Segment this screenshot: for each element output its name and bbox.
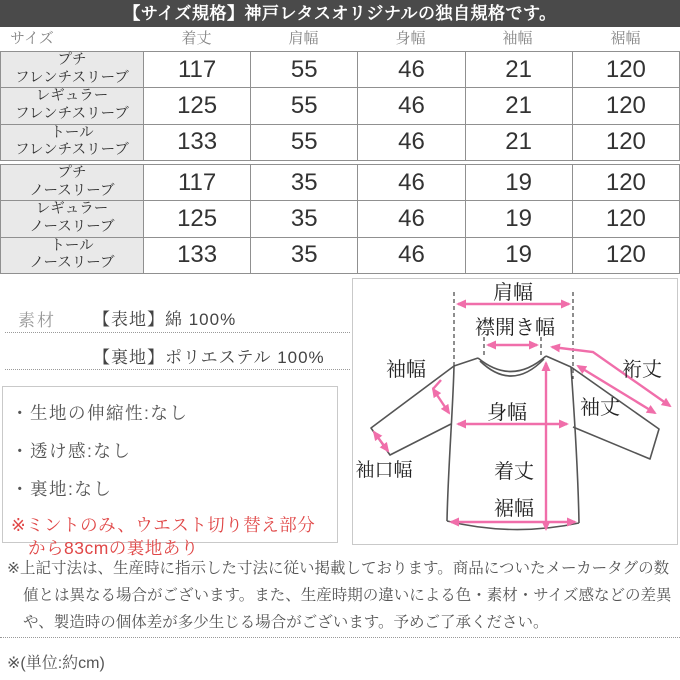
table-row bbox=[1, 201, 680, 237]
left-shoulder-line bbox=[454, 358, 478, 366]
table-row bbox=[1, 52, 680, 88]
column-header-hem: 裾幅 bbox=[610, 30, 641, 47]
measurement-cell: 35 bbox=[251, 201, 358, 237]
measurement-cell: 21 bbox=[465, 124, 572, 160]
column-header-body: 身幅 bbox=[395, 30, 426, 47]
size-table-no-sleeve bbox=[0, 164, 680, 274]
measurement-cell: 120 bbox=[572, 124, 679, 160]
measurement-cell: 35 bbox=[251, 237, 358, 273]
measurement-cell: 125 bbox=[144, 88, 251, 124]
lining-fabric-value: 【裏地】ポリエステル 100% bbox=[93, 348, 325, 367]
measurement-cell: 120 bbox=[572, 201, 679, 237]
measurement-cell: 117 bbox=[144, 165, 251, 201]
label-body-width: 身幅 bbox=[487, 402, 527, 424]
measurement-diagram bbox=[352, 278, 678, 545]
size-table-french-sleeve bbox=[0, 51, 680, 161]
measurement-cell: 21 bbox=[465, 52, 572, 88]
mint-lining-warning bbox=[11, 514, 333, 560]
label-yuki-length: 裄丈 bbox=[622, 359, 662, 381]
label-length: 着丈 bbox=[494, 461, 534, 483]
table-row bbox=[1, 124, 680, 160]
note-stretch: ・生地の伸縮性:なし bbox=[11, 403, 189, 423]
body-right-edge bbox=[571, 367, 579, 523]
note-lining: ・裏地:なし bbox=[11, 479, 113, 499]
size-name-cell: レギュラー ノースリーブ bbox=[1, 201, 144, 237]
outer-fabric-value: 【表地】綿 100% bbox=[93, 310, 237, 329]
measurement-cell: 117 bbox=[144, 52, 251, 88]
label-sleeve-length: 袖丈 bbox=[580, 397, 620, 419]
body-left-edge bbox=[447, 366, 454, 521]
label-hem-width: 裾幅 bbox=[494, 498, 534, 520]
sleeve-width-arrow bbox=[433, 389, 449, 413]
label-neck-opening: 襟開き幅 bbox=[475, 317, 555, 339]
column-header-length: 着丈 bbox=[181, 30, 212, 47]
column-header-shoulder: 肩幅 bbox=[288, 30, 319, 47]
measurement-cell: 21 bbox=[465, 88, 572, 124]
warning-line1: ※ミントのみ、ウエスト切り替え部分 bbox=[11, 515, 316, 535]
fabric-notes-box bbox=[2, 386, 338, 558]
measurement-cell: 46 bbox=[358, 88, 465, 124]
measurement-cell: 46 bbox=[358, 52, 465, 88]
size-name-cell: プチ フレンチスリーブ bbox=[1, 52, 144, 88]
page-title: 【サイズ規格】神戸レタスオリジナルの独自規格です。 bbox=[0, 0, 680, 27]
measurement-cell: 125 bbox=[144, 201, 251, 237]
material-row-lining bbox=[5, 333, 350, 370]
garment-diagram-svg bbox=[353, 279, 677, 544]
divider bbox=[0, 637, 680, 638]
size-name-cell: プチ ノースリーブ bbox=[1, 165, 144, 201]
measurement-cell: 46 bbox=[358, 124, 465, 160]
measurement-cell: 133 bbox=[144, 237, 251, 273]
measurement-cell: 19 bbox=[465, 201, 572, 237]
measurement-cell: 120 bbox=[572, 88, 679, 124]
measurement-cell: 55 bbox=[251, 88, 358, 124]
table-row bbox=[1, 165, 680, 201]
right-shoulder-line bbox=[546, 356, 571, 367]
measurement-cell: 133 bbox=[144, 124, 251, 160]
column-header-sleeve: 袖幅 bbox=[502, 30, 533, 47]
cuff-width-arrow bbox=[374, 432, 388, 451]
table-row bbox=[1, 88, 680, 124]
disclaimer-text: ※上記寸法は、生産時に指示した寸法に従い掲載しております。商品についたメーカータグの数値とは異なる場合がございます。また、生産時期の違いによる色・素材・サイズ感などの差異や、製造時の個体差が多少生じる場合がございます。予めご了承ください。 bbox=[7, 560, 672, 631]
table-row bbox=[1, 237, 680, 273]
collar-outer-line bbox=[478, 356, 546, 372]
measurement-cell: 120 bbox=[572, 237, 679, 273]
size-name-cell: トール フレンチスリーブ bbox=[1, 124, 144, 160]
size-name-cell: レギュラー フレンチスリーブ bbox=[1, 88, 144, 124]
label-sleeve-width: 袖幅 bbox=[386, 359, 426, 381]
measurement-cell: 46 bbox=[358, 237, 465, 273]
note-sheer: ・透け感:なし bbox=[11, 441, 132, 461]
measurement-cell: 120 bbox=[572, 52, 679, 88]
measurement-cell: 19 bbox=[465, 237, 572, 273]
measurement-cell: 19 bbox=[465, 165, 572, 201]
table-column-headers bbox=[0, 28, 680, 50]
column-header-size: サイズ bbox=[10, 30, 54, 47]
label-shoulder-width: 肩幅 bbox=[493, 282, 533, 304]
measurement-cell: 46 bbox=[358, 201, 465, 237]
label-cuff-width: 袖口幅 bbox=[355, 460, 413, 481]
measurement-cell: 46 bbox=[358, 165, 465, 201]
material-label: 素材 bbox=[18, 311, 56, 330]
material-row-outer bbox=[5, 295, 350, 333]
measurement-cell: 55 bbox=[251, 52, 358, 88]
unit-note: ※(単位:約cm) bbox=[7, 655, 105, 672]
measurement-cell: 120 bbox=[572, 165, 679, 201]
diagram-labels bbox=[355, 281, 662, 520]
measurement-cell: 55 bbox=[251, 124, 358, 160]
warning-line2: から83cmの裏地あり bbox=[28, 538, 199, 558]
measurement-cell: 35 bbox=[251, 165, 358, 201]
size-name-cell: トール ノースリーブ bbox=[1, 237, 144, 273]
collar-inner-line bbox=[480, 359, 544, 376]
